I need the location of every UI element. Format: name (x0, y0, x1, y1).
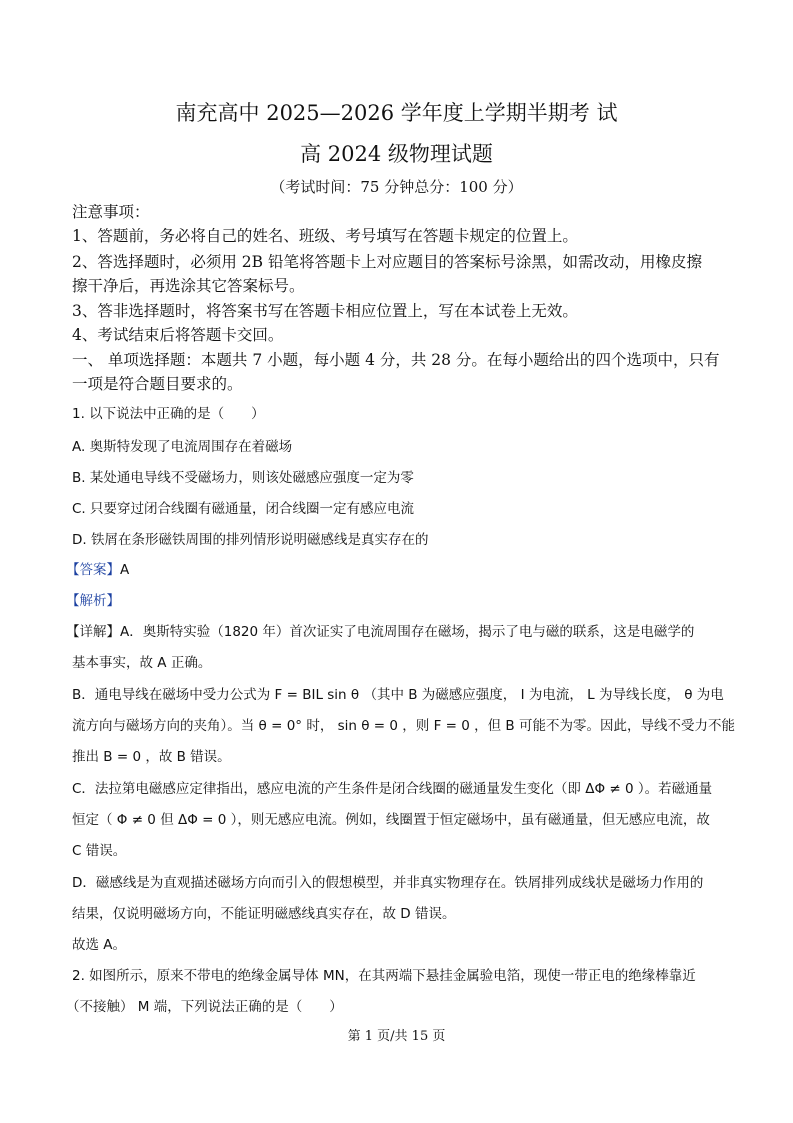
question-2-line2: （不接触） M 端，下列说法正确的是（ ） (66, 999, 343, 1015)
detail-a-line1: 【详解】A．奥斯特实验（1820 年）首次证实了电流周围存在磁场，揭示了电与磁的联系，这是电磁学的 (66, 624, 695, 640)
notice-item-4: 4、考试结束后将答题卡交回。 (72, 326, 284, 344)
question-1-option-d: D. 铁屑在条形磁铁周围的排列情形说明磁感线是真实存在的 (72, 532, 429, 548)
analysis-tag: 【解析】 (66, 593, 120, 609)
notice-item-2-line2: 擦干净后，再选涂其它答案标号。 (72, 277, 305, 295)
detail-c-line3: C 错误。 (72, 843, 127, 859)
page-number: 第 1 页/共 15 页 (347, 1029, 446, 1044)
exam-title: 南充高中 2025—2026 学年度上学期半期考 试 (175, 101, 618, 125)
exam-time-info: （考试时间：75 分钟总分：100 分） (270, 178, 523, 196)
detail-b-line1: B．通电导线在磁场中受力公式为 F = BIL sin θ （其中 B 为磁感应强度， I 为电流， L 为导线长度， θ 为电 (72, 687, 724, 703)
detail-c-line1: C．法拉第电磁感应定律指出，感应电流的产生条件是闭合线圈的磁通量发生变化（即 ΔΦ ≠ 0 ）。若磁通量 (72, 781, 713, 797)
question-1-stem: 1. 以下说法中正确的是（ ） (72, 406, 265, 422)
question-1-option-b: B. 某处通电导线不受磁场力，则该处磁感应强度一定为零 (72, 470, 414, 486)
question-2-line1: 2. 如图所示，原来不带电的绝缘金属导体 MN，在其两端下悬挂金属验电箔，现使一带正电的绝缘棒靠近 (72, 968, 696, 984)
notice-heading: 注意事项： (72, 203, 150, 221)
section-1-line1: 一、 单项选择题：本题共 7 小题，每小题 4 分，共 28 分。在每小题给出的四个选项中，只有 (72, 351, 720, 369)
answer-value: A (120, 562, 130, 578)
detail-a-line2: 基本事实，故 A 正确。 (72, 655, 212, 671)
notice-item-3: 3、答非选择题时，将答案书写在答题卡相应位置上，写在本试卷上无效。 (72, 302, 578, 320)
exam-subtitle-grade: 高 2024 级物理试题 (300, 142, 493, 166)
detail-b-line3: 推出 B = 0 ，故 B 错误。 (72, 749, 231, 765)
detail-b-line2: 流方向与磁场方向的夹角）。当 θ = 0° 时， sin θ = 0 ，则 F = 0 ，但 B 可能不为零。因此，导线不受力不能 (72, 718, 735, 734)
question-1-option-a: A. 奥斯特发现了电流周围存在着磁场 (72, 439, 293, 455)
answer-tag: 【答案】 (66, 562, 120, 578)
detail-d-line1: D．磁感线是为直观描述磁场方向而引入的假想模型，并非真实物理存在。铁屑排列成线状是磁场力作用的 (72, 875, 704, 891)
conclusion: 故选 A。 (72, 937, 127, 953)
notice-item-1: 1、答题前，务必将自己的姓名、班级、考号填写在答题卡规定的位置上。 (72, 227, 578, 245)
detail-c-line2: 恒定（ Φ ≠ 0 但 ΔΦ = 0 ），则无感应电流。例如，线圈置于恒定磁场中，虽有磁通量，但无感应电流，故 (72, 812, 710, 828)
detail-d-line2: 结果，仅说明磁场方向，不能证明磁感线真实存在，故 D 错误。 (72, 906, 456, 922)
answer-row (66, 558, 129, 578)
section-1-line2: 一项是符合题目要求的。 (72, 375, 243, 393)
question-1-option-c: C. 只要穿过闭合线圈有磁通量，闭合线圈一定有感应电流 (72, 501, 415, 517)
notice-item-2-line1: 2、答选择题时，必须用 2B 铅笔将答题卡上对应题目的答案标号涂黑，如需改动，用橡皮擦 (72, 253, 702, 271)
